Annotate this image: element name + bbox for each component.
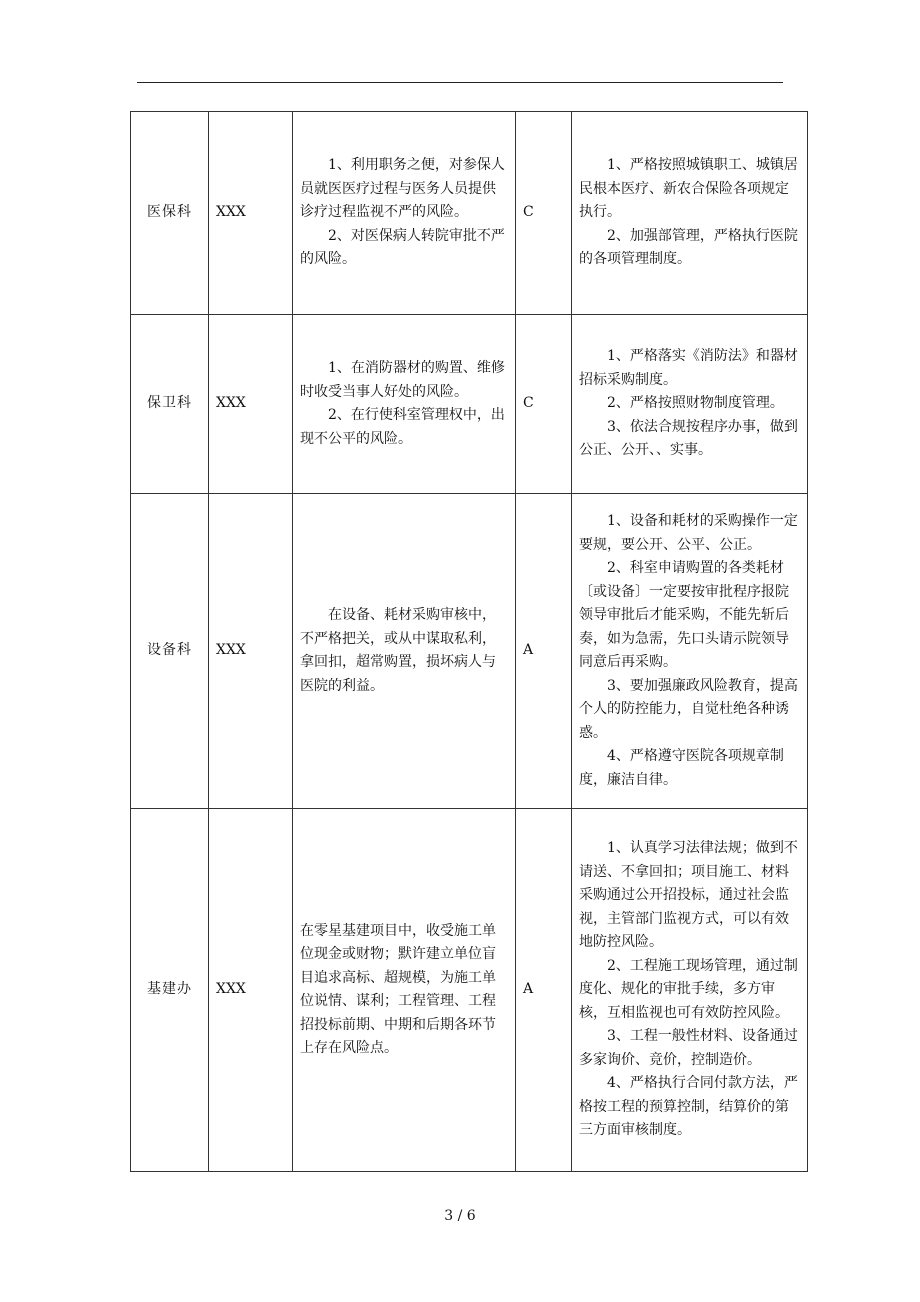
- control-measure: 2、严格按照财物制度管理。: [607, 395, 784, 412]
- department-cell: 保卫科: [131, 315, 209, 494]
- control-measure: 4、严格执行合同付款方法，严格按工程的预算控制，结算价的第三方面审核制度。: [579, 1075, 798, 1139]
- control-measure: 2、加强部管理，严格执行医院的各项管理制度。: [579, 227, 798, 268]
- measures-cell: [572, 315, 808, 494]
- department-cell: 基建办: [131, 809, 209, 1172]
- control-measure: 1、认真学习法律法规；做到不请送、不拿回扣；项目施工、材料采购通过公开招投标，通过社会监视，主管部门监视方式，可以有效地防控风险。: [579, 840, 798, 951]
- risk-point: 1、在消防器材的购置、维修时收受当事人好处的风险。: [300, 360, 505, 400]
- responsible-person-cell: XXX: [209, 315, 293, 494]
- risk-level-cell: A: [516, 494, 572, 809]
- risk-cell: [293, 112, 516, 315]
- risk-cell: [293, 809, 516, 1172]
- department-cell: 医保科: [131, 112, 209, 315]
- responsible-person-cell: XXX: [209, 112, 293, 315]
- control-measure: 3、依法合规按程序办事，做到公正、公开、、实事。: [579, 418, 798, 459]
- risk-level-cell: C: [516, 315, 572, 494]
- risk-point: 2、对医保病人转院审批不严的风险。: [300, 227, 505, 268]
- responsible-person-cell: XXX: [209, 494, 293, 809]
- risk-point: 在设备、耗材采购审核中，不严格把关，或从中谋取私利，拿回扣，超常购置，损坏病人与医院的利益。: [300, 607, 496, 694]
- measures-cell: [572, 112, 808, 315]
- control-measure: 1、严格落实《消防法》和器材招标采购制度。: [579, 348, 798, 388]
- responsible-person-cell: XXX: [209, 809, 293, 1172]
- risk-cell: [293, 315, 516, 494]
- table-row: [131, 315, 808, 494]
- table-row: [131, 809, 808, 1172]
- control-measure: 1、严格按照城镇职工、城镇居民根本医疗、新农合保险各项规定执行。: [579, 157, 798, 221]
- table-row: [131, 112, 808, 315]
- measures-cell: [572, 494, 808, 809]
- risk-control-table: [130, 111, 808, 1172]
- risk-level-cell: A: [516, 809, 572, 1172]
- control-measure: 3、工程一般性材料、设备通过多家询价、竞价，控制造价。: [579, 1028, 798, 1068]
- page-number: 3 / 6: [444, 1208, 476, 1224]
- risk-level-cell: C: [516, 112, 572, 315]
- department-cell: 设备科: [131, 494, 209, 809]
- risk-cell: [293, 494, 516, 809]
- control-measure: 2、科室申请购置的各类耗材〔或设备〕一定要按审批程序报院领导审批后才能采购，不能先斩后奏，如为急需，先口头请示院领导同意后再采购。: [579, 560, 789, 670]
- risk-point: 在零星基建项目中，收受施工单位现金或财物；默许建立单位盲目追求高标、超规模，为施工单位说情、谋利；工程管理、工程招投标前期、中期和后期各环节上存在风险点。: [300, 922, 496, 1056]
- risk-point: 1、利用职务之便，对参保人员就医医疗过程与医务人员提供诊疗过程监视不严的风险。: [300, 157, 505, 221]
- measures-cell: [572, 809, 808, 1172]
- control-measure: 4、严格遵守医院各项规章制度，廉洁自律。: [579, 748, 784, 788]
- control-measure: 1、设备和耗材的采购操作一定要规，要公开、公平、公正。: [579, 513, 798, 553]
- risk-point: 2、在行使科室管理权中，出现不公平的风险。: [300, 407, 505, 447]
- control-measure: 3、要加强廉政风险教育，提高个人的防控能力，自觉杜绝各种诱惑。: [579, 677, 798, 741]
- control-measure: 2、工程施工现场管理，通过制度化、规化的审批手续，多方审核，互相监视也可有效防控风险。: [579, 957, 798, 1021]
- header-rule: [137, 82, 783, 83]
- table-row: [131, 494, 808, 809]
